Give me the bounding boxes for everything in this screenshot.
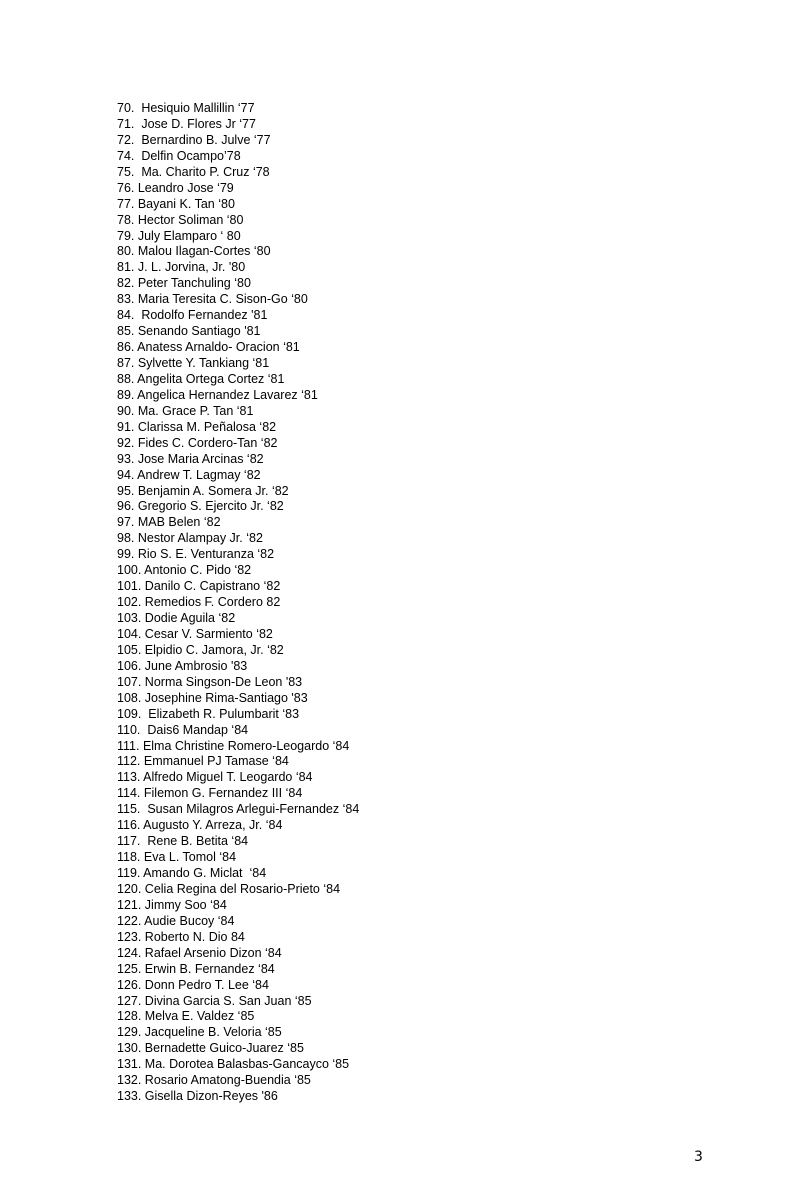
list-item: 75. Ma. Charito P. Cruz ‘78 [117, 164, 270, 179]
list-item: 88. Angelita Ortega Cortez ‘81 [117, 371, 285, 386]
list-item: 79. July Elamparo ‘ 80 [117, 228, 241, 243]
list-item: 89. Angelica Hernandez Lavarez ‘81 [117, 387, 318, 402]
list-item: 74. Delfin Ocampo’78 [117, 148, 241, 163]
list-item: 70. Hesiquio Mallillin ‘77 [117, 101, 255, 115]
list-item: 113. Alfredo Miguel T. Leogardo ‘84 [117, 770, 313, 785]
list-item: 109. Elizabeth R. Pulumbarit ‘83 [117, 706, 300, 721]
list-item: 99. Rio S. E. Venturanza ‘82 [117, 547, 275, 562]
list-item: 121. Jimmy Soo ‘84 [117, 897, 227, 912]
list-item: 82. Peter Tanchuling ‘80 [117, 276, 251, 291]
list-item: 106. June Ambrosio '83 [117, 658, 248, 673]
list-item: 103. Dodie Aguila ‘82 [117, 611, 236, 625]
list-item: 93. Jose Maria Arcinas ‘82 [117, 451, 264, 466]
name-list [117, 101, 359, 1105]
list-item: 104. Cesar V. Sarmiento ‘82 [117, 626, 273, 641]
list-item: 95. Benjamin A. Somera Jr. ‘82 [117, 483, 289, 498]
list-item: 98. Nestor Alampay Jr. ‘82 [117, 531, 263, 546]
list-item: 115. Susan Milagros Arlegui-Fernandez ‘84 [117, 802, 360, 817]
list-item: 112. Emmanuel PJ Tamase ‘84 [117, 754, 289, 769]
list-item: 78. Hector Soliman ‘80 [117, 212, 244, 227]
list-item: 132. Rosario Amatong-Buendia ‘85 [117, 1073, 311, 1088]
list-item: 118. Eva L. Tomol ‘84 [117, 850, 237, 865]
list-item: 107. Norma Singson-De Leon '83 [117, 674, 303, 689]
list-item: 87. Sylvette Y. Tankiang ‘81 [117, 356, 270, 370]
list-item: 81. J. L. Jorvina, Jr. '80 [117, 260, 246, 275]
list-item: 130. Bernadette Guico-Juarez ‘85 [117, 1041, 304, 1056]
list-item: 114. Filemon G. Fernandez III ‘84 [117, 786, 303, 801]
list-item: 96. Gregorio S. Ejercito Jr. ‘82 [117, 499, 284, 514]
list-item: 105. Elpidio C. Jamora, Jr. ‘82 [117, 642, 284, 657]
list-item: 76. Leandro Jose ‘79 [117, 180, 234, 195]
list-item: 90. Ma. Grace P. Tan ‘81 [117, 403, 254, 418]
list-item: 84. Rodolfo Fernandez '81 [117, 308, 268, 323]
list-item: 111. Elma Christine Romero-Leogardo ‘84 [117, 738, 350, 753]
list-item: 120. Celia Regina del Rosario-Prieto ‘84 [117, 881, 341, 896]
list-item: 122. Audie Bucoy ‘84 [117, 913, 235, 928]
list-item: 102. Remedios F. Cordero 82 [117, 595, 281, 610]
list-item: 131. Ma. Dorotea Balasbas-Gancayco ‘85 [117, 1057, 350, 1072]
list-item: 127. Divina Garcia S. San Juan ‘85 [117, 993, 312, 1008]
list-item: 129. Jacqueline B. Veloria ‘85 [117, 1025, 282, 1040]
list-item: 117. Rene B. Betita ‘84 [117, 834, 249, 849]
list-item: 72. Bernardino B. Julve ‘77 [117, 132, 271, 147]
list-item: 97. MAB Belen ‘82 [117, 515, 221, 530]
list-item: 80. Malou Ilagan-Cortes ‘80 [117, 244, 271, 259]
list-item: 108. Josephine Rima-Santiago '83 [117, 690, 308, 705]
list-item: 85. Senando Santiago '81 [117, 324, 261, 339]
list-item: 86. Anatess Arnaldo- Oracion ‘81 [117, 340, 300, 355]
page-number: 3 [694, 1149, 703, 1165]
list-item: 94. Andrew T. Lagmay ‘82 [117, 467, 261, 482]
list-item: 71. Jose D. Flores Jr ‘77 [117, 116, 256, 131]
list-item: 92. Fides C. Cordero-Tan ‘82 [117, 435, 278, 450]
list-item: 125. Erwin B. Fernandez ‘84 [117, 961, 275, 976]
list-item: 91. Clarissa M. Peñalosa ‘82 [117, 419, 277, 434]
list-item: 123. Roberto N. Dio 84 [117, 929, 245, 944]
list-item: 77. Bayani K. Tan ‘80 [117, 196, 235, 211]
list-item: 133. Gisella Dizon-Reyes '86 [117, 1089, 278, 1104]
list-item: 128. Melva E. Valdez ‘85 [117, 1009, 255, 1024]
list-item: 101. Danilo C. Capistrano ‘82 [117, 579, 281, 594]
list-item: 100. Antonio C. Pido ‘82 [117, 563, 252, 578]
list-item: 126. Donn Pedro T. Lee ‘84 [117, 977, 269, 992]
list-item: 110. Dais6 Mandap ‘84 [117, 722, 249, 737]
list-item: 124. Rafael Arsenio Dizon ‘84 [117, 945, 282, 960]
list-item: 116. Augusto Y. Arreza, Jr. ‘84 [117, 818, 283, 833]
list-item: 83. Maria Teresita C. Sison-Go ‘80 [117, 292, 308, 307]
list-item: 119. Amando G. Miclat ‘84 [117, 866, 267, 880]
